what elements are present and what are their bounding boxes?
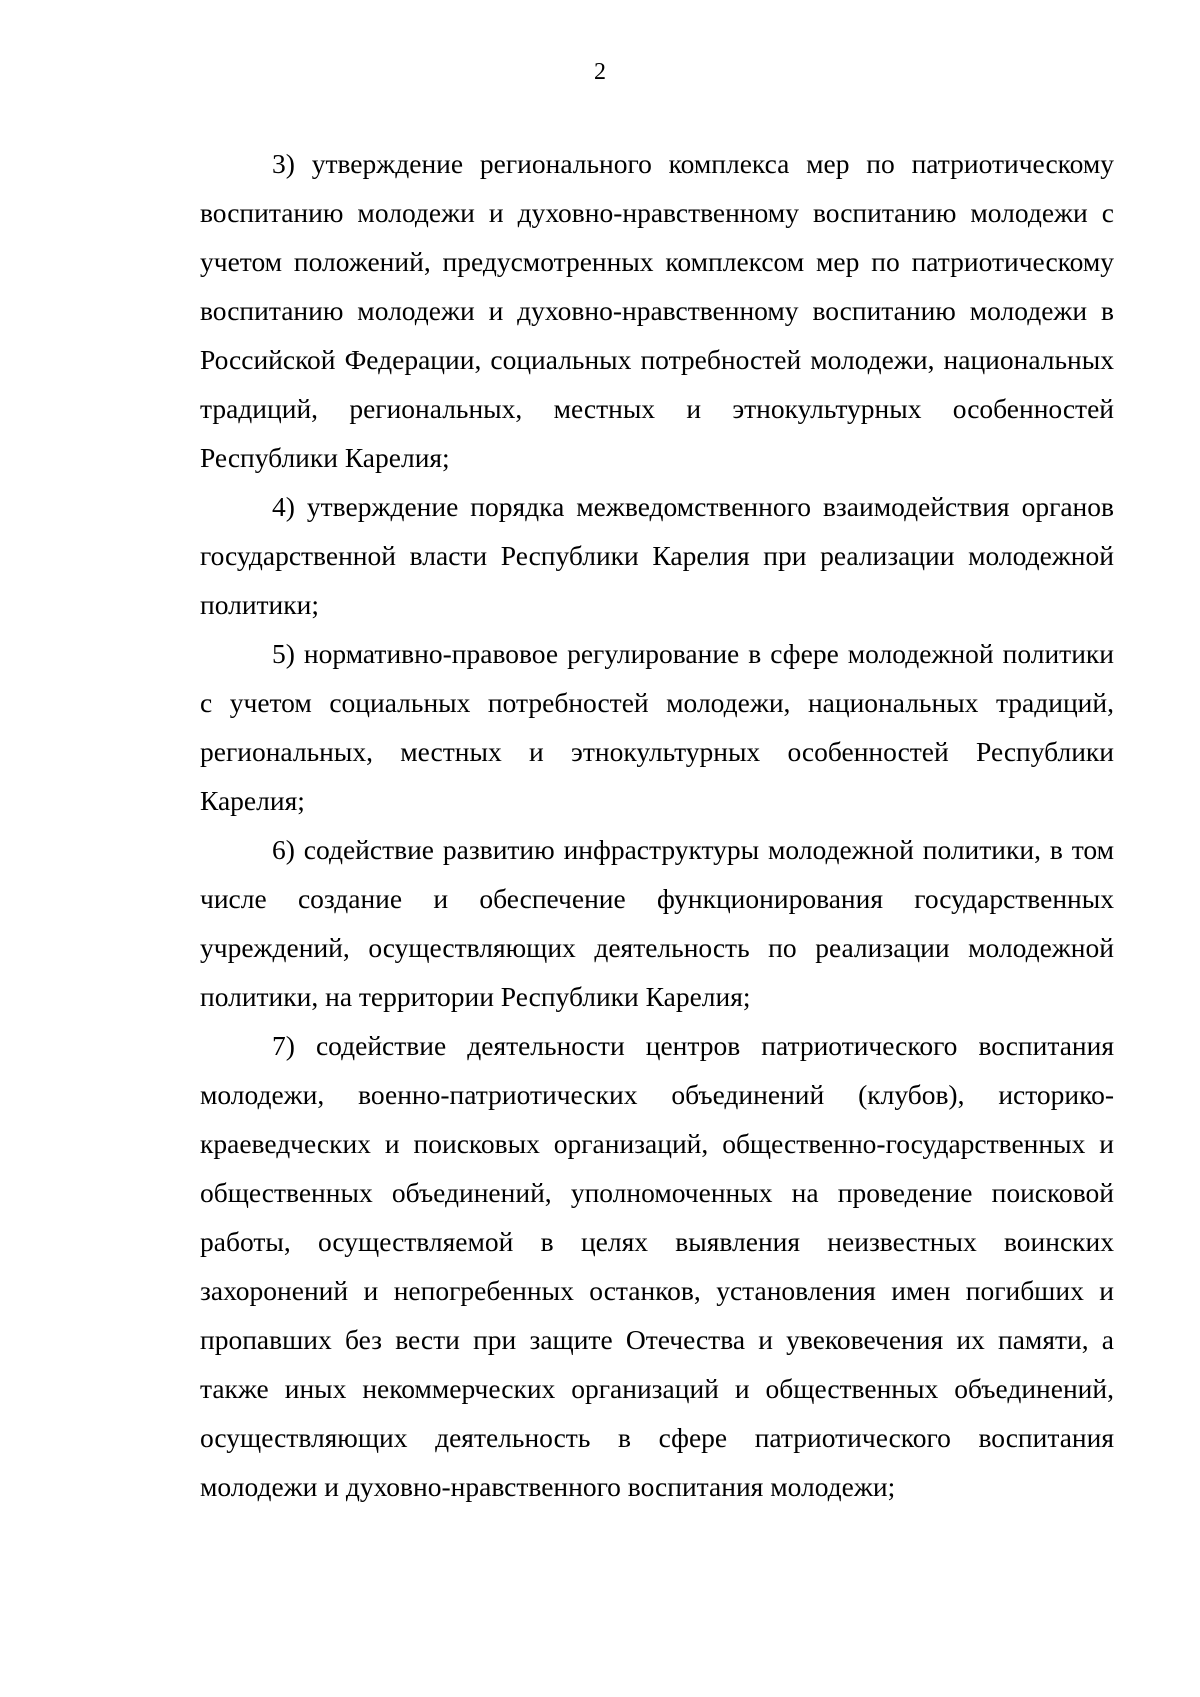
document-body xyxy=(200,139,1114,1511)
paragraph-item-4: 4) утверждение порядка межведомственного взаимодействия органов государственной власти Республики Карелия при реализации молодежной политики; xyxy=(200,491,1114,620)
paragraph-item-6: 6) содействие развитию инфраструктуры молодежной политики, в том числе создание и обеспечение функционирования государственных учреждений, осуществляющих деятельность по реализации молодежной политики, на территории Республики Карелия; xyxy=(200,834,1114,1012)
paragraph-item-5: 5) нормативно-правовое регулирование в сфере молодежной политики с учетом социальных потребностей молодежи, национальных традиций, региональных, местных и этнокультурных особенностей Республики Карелия; xyxy=(200,638,1114,816)
page-number: 2 xyxy=(594,59,606,85)
paragraph-item-7: 7) содействие деятельности центров патриотического воспитания молодежи, военно-патриотических объединений (клубов), историко-краеведческих и поисковых организаций, общественно-государственных и общественных объединений, уполномоченных на проведение поисковой работы, осуществляемой в целях выявления неизвестных воинских захоронений и непогребенных останков, установления имен погибших и пропавших без вести при защите Отечества и увековечения их памяти, а также иных некоммерческих организаций и общественных объединений, осуществляющих деятельность в сфере патриотического воспитания молодежи и духовно-нравственного воспитания молодежи; xyxy=(200,1030,1114,1502)
paragraph-item-3: 3) утверждение регионального комплекса мер по патриотическому воспитанию молодежи и духовно-нравственному воспитанию молодежи с учетом положений, предусмотренных комплексом мер по патриотическому воспитанию молодежи и духовно-нравственному воспитанию молодежи в Российской Федерации, социальных потребностей молодежи, национальных традиций, региональных, местных и этнокультурных особенностей Республики Карелия; xyxy=(200,148,1114,473)
